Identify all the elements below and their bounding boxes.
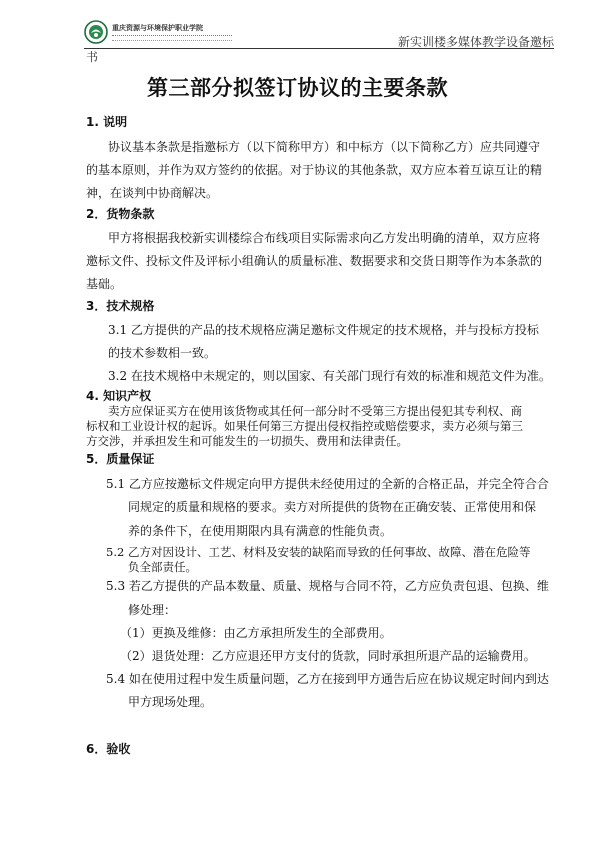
header-doc-title-tail: 书: [86, 50, 99, 64]
section-5-line-2: 同规定的质量和规格的要求。卖方对所提供的货物在正确安装、正常使用和保: [128, 500, 537, 514]
org-name: 重庆资源与环境保护职业学院: [112, 24, 203, 32]
section-heading-5: 5．质量保证: [86, 452, 155, 466]
section-5-line-8: （1）更换及维修：由乙方承担所发生的全部费用。: [120, 626, 392, 640]
section-2-line-1: 甲方将根据我校新实训楼综合布线项目实际需求向乙方发出明确的清单，双方应将: [108, 231, 541, 245]
section-5-line-7: 修处理：: [128, 603, 177, 617]
section-heading-6: 6．验收: [86, 742, 131, 756]
section-heading-1: 1. 说明: [86, 115, 128, 129]
section-heading-3: 3．技术规格: [86, 299, 155, 313]
section-1-line-3: 神，在谈判中协商解决。: [86, 186, 219, 200]
section-5-line-6: 5.3 若乙方提供的产品本数量、质量、规格与合同不符，乙方应负责包退、包换、维: [106, 579, 549, 593]
section-5-line-1: 5.1 乙方应按邀标文件规定向甲方提供未经使用过的全新的合格正品，并完全符合合: [106, 477, 549, 491]
section-5-line-5: 负全部责任。: [128, 560, 197, 574]
section-5-line-10: 5.4 如在使用过程中发生质量问题，乙方在接到甲方通告后应在协议规定时间内到达: [106, 672, 549, 686]
header-doc-title: 新实训楼多媒体教学设备邀标: [397, 35, 554, 49]
school-logo-icon: [84, 20, 108, 44]
section-1-line-1: 协议基本条款是指邀标方（以下简称甲方）和中标方（以下简称乙方）应共同遵守: [108, 140, 541, 154]
section-3-line-3: 3.2 在技术规格中未规定的，则以国家、有关部门现行有效的标准和规范文件为准。: [108, 369, 551, 383]
section-2-line-2: 邀标文件、投标文件及评标小组确认的质量标准、数据要求和交货日期等作为本条款的: [86, 254, 543, 268]
org-name-english-placeholder: [112, 35, 232, 41]
section-3-line-1: 3.1 乙方提供的产品的技术规格应满足邀标文件规定的技术规格，并与投标方投标: [108, 323, 539, 337]
section-5-line-11: 甲方现场处理。: [128, 695, 213, 709]
section-4-line-2: 标权和工业设计权的起诉。如果任何第三方提出侵权指控或赔偿要求，卖方必须与第三: [86, 419, 523, 433]
section-heading-2: 2．货物条款: [86, 207, 155, 221]
page-title: 第三部分拟签订协议的主要条款: [147, 75, 448, 100]
section-3-line-2: 的技术参数相一致。: [108, 346, 217, 360]
section-4-line-1: 卖方应保证买方在使用该货物或其任何一部分时不受第三方提出侵犯其专利权、商: [108, 404, 522, 418]
section-5-line-4: 5.2 乙方对因设计、工艺、材料及安装的缺陷而导致的任何事故、故障、潜在危险等: [106, 545, 531, 559]
section-heading-4: 4. 知识产权: [86, 389, 152, 403]
section-5-line-3: 养的条件下，在使用期限内具有满意的性能负责。: [128, 524, 393, 538]
section-2-line-3: 基础。: [86, 277, 123, 291]
page-header: [84, 18, 554, 49]
section-5-line-9: （2）退货处理：乙方应退还甲方支付的货款，同时承担所退产品的运输费用。: [120, 649, 536, 663]
section-1-line-2: 的基本原则，并作为双方签约的依据。对于协议的其他条款，双方应本着互谅互让的精: [86, 163, 543, 177]
section-4-line-3: 方交涉，并承担发生和可能发生的一切损失、费用和法律责任。: [86, 434, 408, 448]
